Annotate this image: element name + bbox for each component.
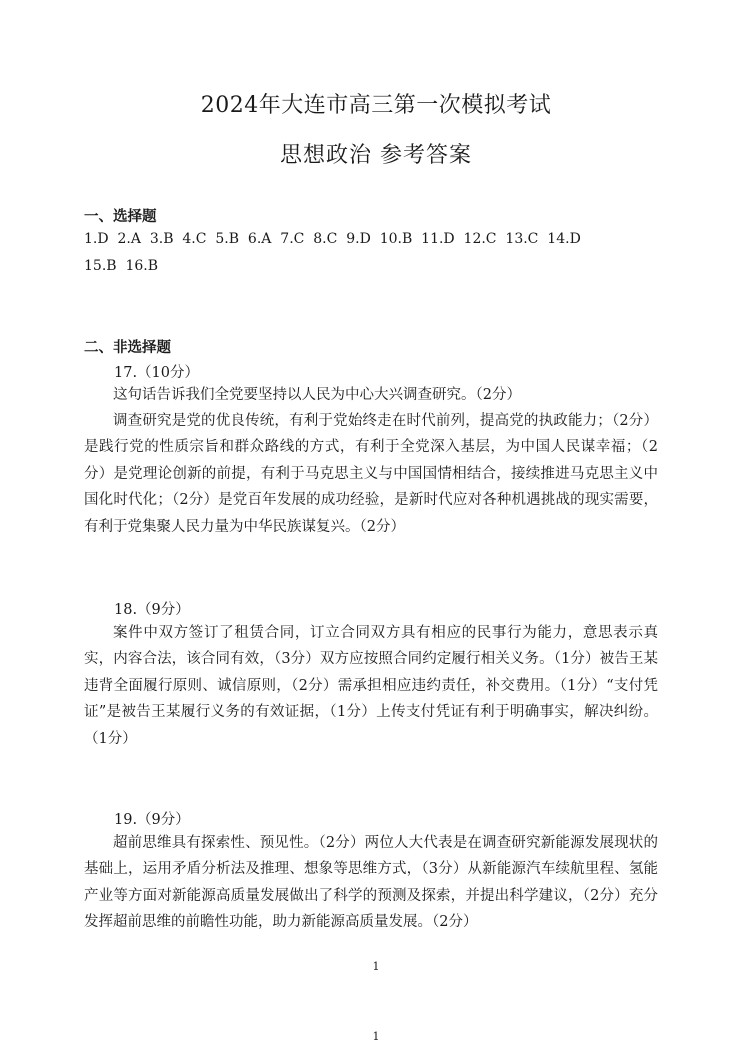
question-18-label: 18.（9分） — [114, 602, 190, 618]
page-number-footer: 1 — [372, 960, 380, 973]
question-17-label: 17.（10分） — [114, 365, 200, 381]
choice-answers-line-1: 1.D 2.A 3.B 4.C 5.B 6.A 7.C 8.C 9.D 10.B 11.D 12.C 13.C 14.D — [84, 231, 581, 247]
section-heading-nonchoice: 二、非选择题 — [84, 340, 171, 356]
question-17-paragraph-2: 调查研究是党的优良传统，有利于党始终走在时代前列，提高党的执政能力；（2分）是践行党的性质宗旨和群众路线的方式，有利于全党深入基层，为中国人民谋幸福；（2分）是党理论创新的前提，有利于马克思主义与中国国情相结合，接续推进马克思主义中国化时代化；（2分）是党百年发展的成功经验，是新时代应对各种机遇挑战的现实需要，有利于党集聚人民力量为中华民族谋复兴。（2分） — [84, 413, 658, 535]
document-subtitle: 思想政治 参考答案 — [280, 143, 472, 168]
question-19-paragraph-1: 超前思维具有探索性、预见性。（2分）两位人大代表是在调查研究新能源发展现状的基础上，运用矛盾分析法及推理、想象等思维方式，（3分）从新能源汽车续航里程、氢能产业等方面对新能源高质量发展做出了科学的预测及探索，并提出科学建议，（2分）充分发挥超前思维的前瞻性功能，助力新能源高质量发展。（2分） — [84, 835, 658, 931]
choice-answers-line-2: 15.B 16.B — [84, 258, 159, 274]
page-number-bottom: 1 — [372, 1030, 380, 1043]
question-18-paragraph-1: 案件中双方签订了租赁合同，订立合同双方具有相应的民事行为能力，意思表示真实，内容合法，该合同有效，（3分）双方应按照合同约定履行相关义务。（1分）被告王某违背全面履行原则、诚信原则，（2分）需承担相应违约责任，补交费用。（1分）“支付凭证”是被告王某履行义务的有效证据，（1分）上传支付凭证有利于明确事实，解决纠纷。（1分） — [84, 625, 658, 747]
document-title: 2024年大连市高三第一次模拟考试 — [200, 93, 552, 118]
question-17-paragraph-1: 这句话告诉我们全党要坚持以人民为中心大兴调查研究。（2分） — [113, 387, 521, 403]
question-19-label: 19.（9分） — [114, 812, 190, 828]
section-heading-choice: 一、选择题 — [84, 209, 157, 225]
